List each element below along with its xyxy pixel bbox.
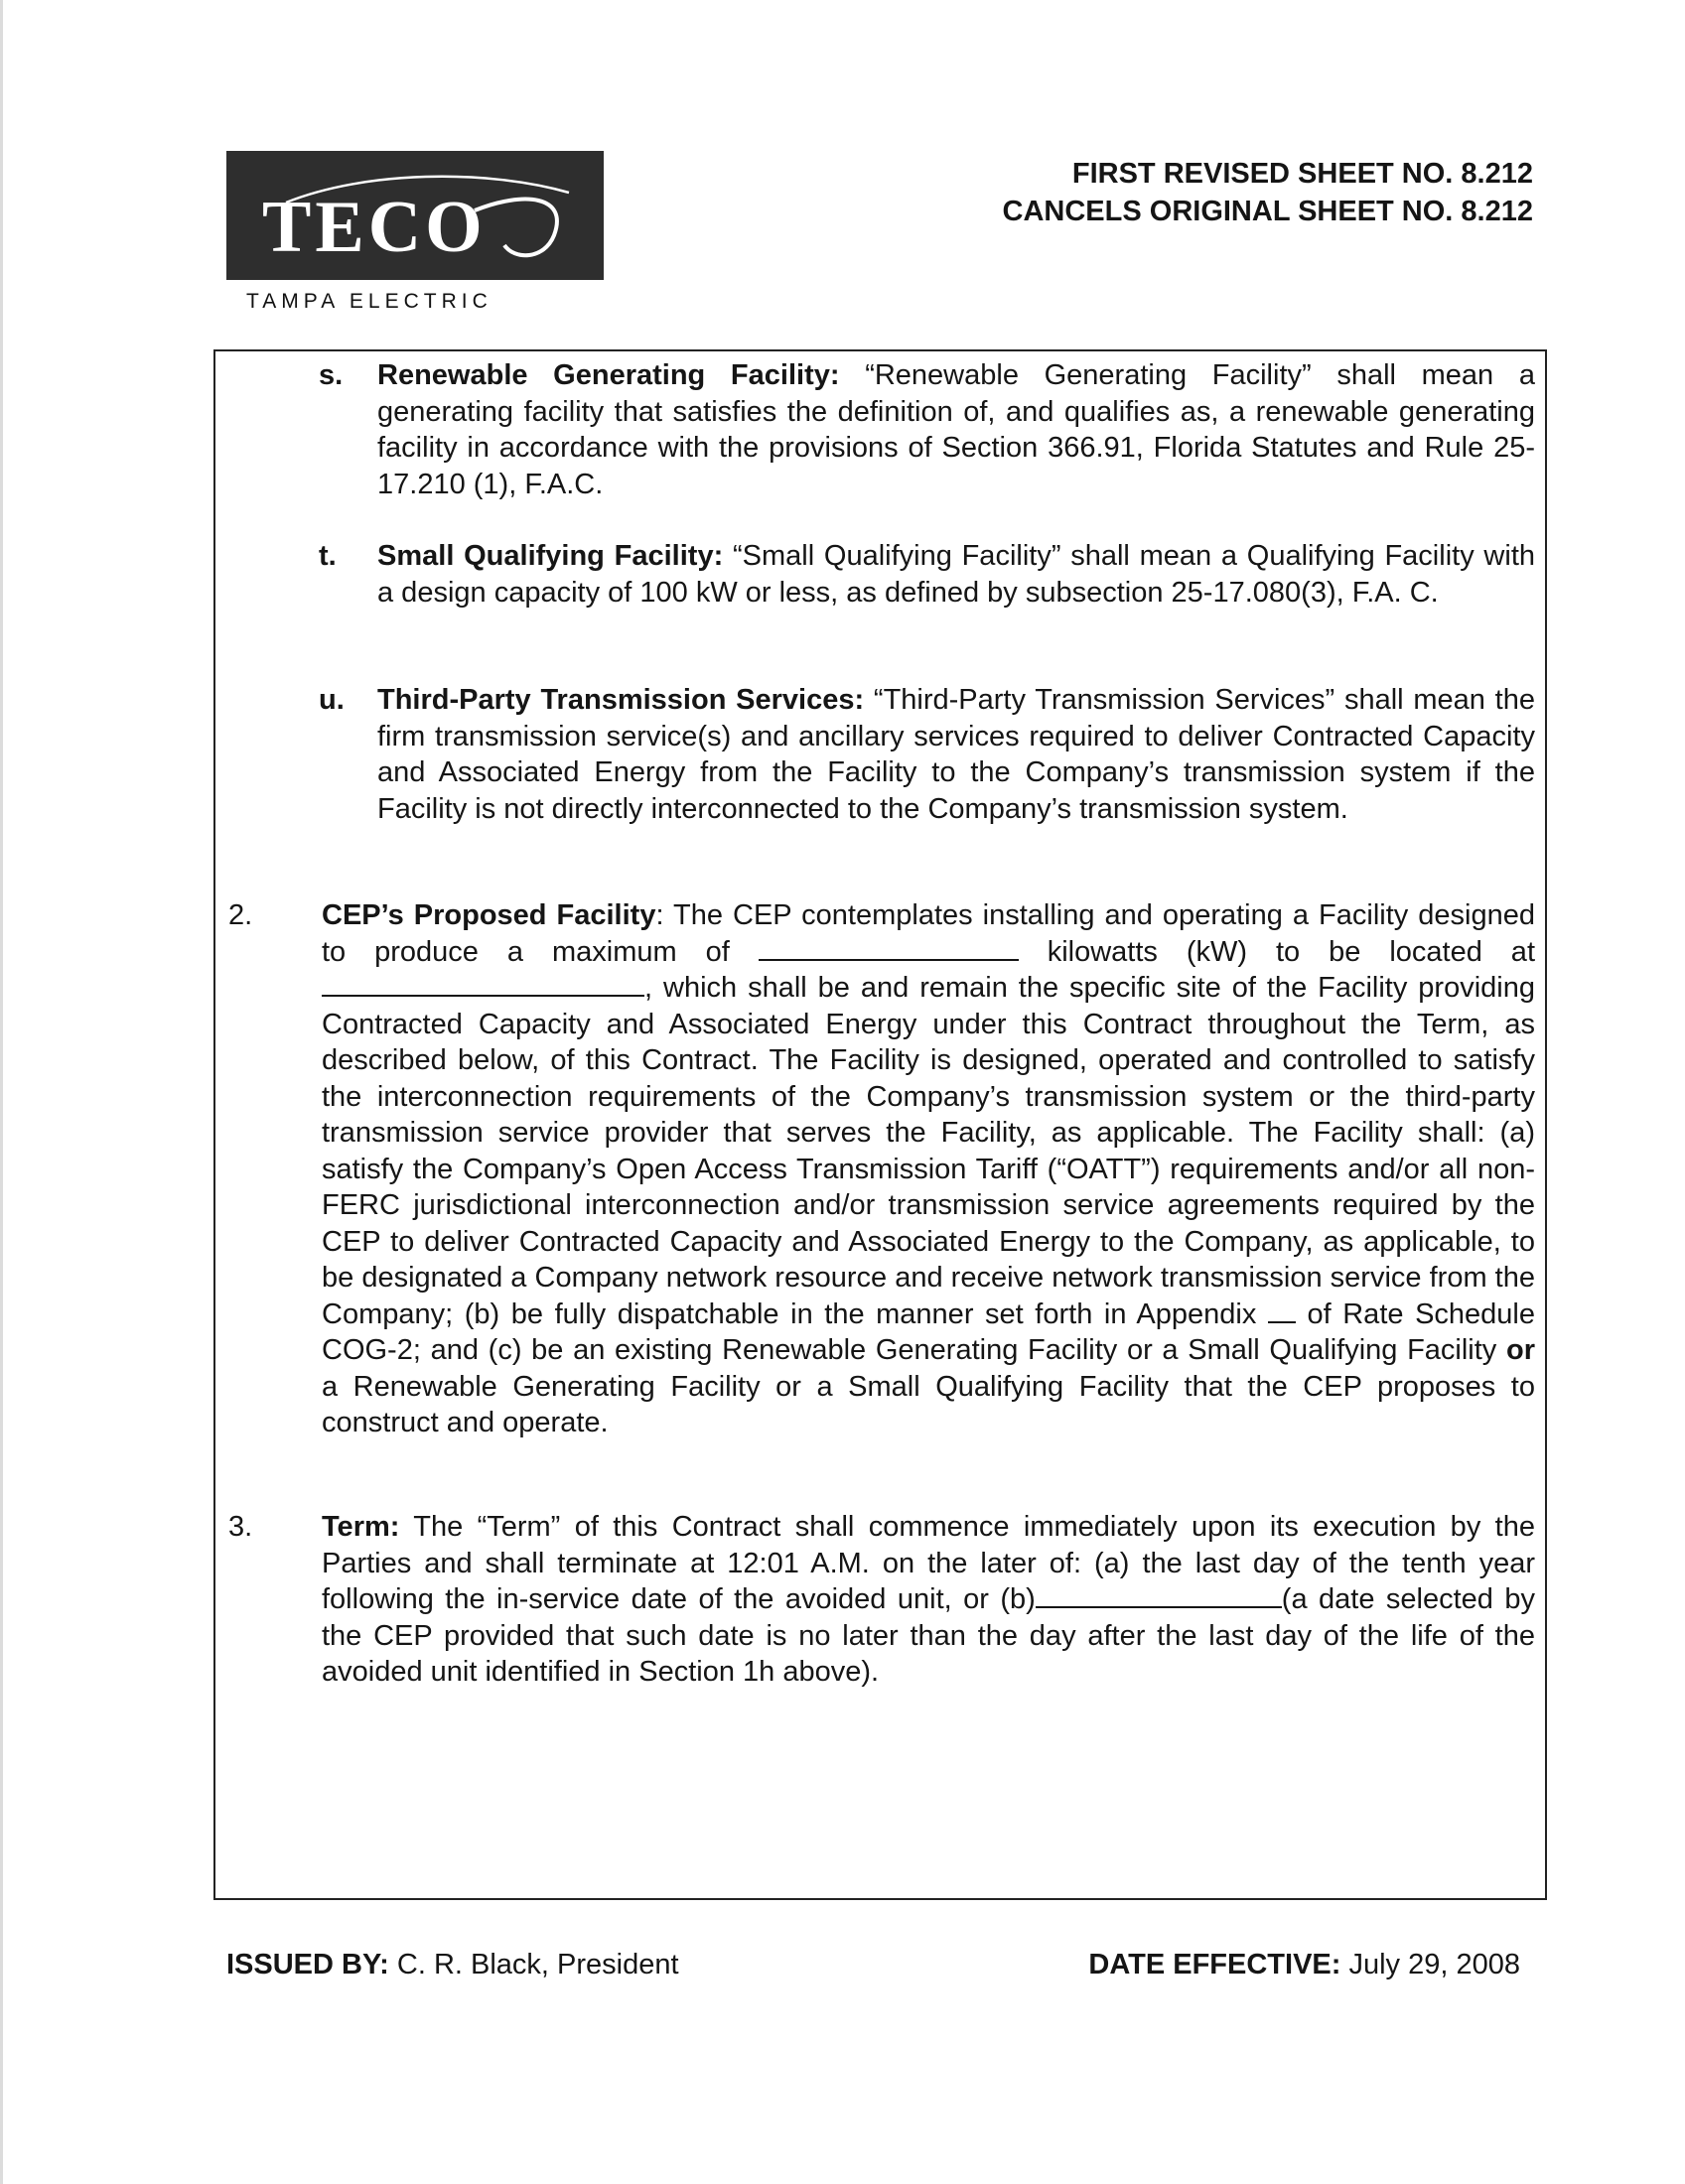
section-u-label: Third-Party Transmission Services: <box>377 684 865 716</box>
section-t-text: “Small Qualifying Facility” shall mean a Qualifying Facility with a design capacity of 100 kW or less, as defined by subsection 25-17.080(3), F.A. C. <box>377 540 1536 609</box>
section-u-marker: u. <box>319 684 345 716</box>
capacity-kw-blank[interactable] <box>759 935 1019 961</box>
appendix-blank[interactable] <box>1268 1297 1296 1323</box>
teco-logo <box>226 151 604 280</box>
section-t-marker: t. <box>319 540 337 572</box>
date-effective-label: DATE EFFECTIVE: <box>1088 1949 1341 1980</box>
item-3-text-b: (a date selected by the CEP provided that such date is no later than the day after the last day of the life of the avoided unit identified in Section 1h above). <box>322 1583 1535 1688</box>
date-effective <box>1088 1949 1520 1981</box>
section-t-definition <box>377 538 1535 611</box>
page-edge <box>0 0 3 2184</box>
item-2-label: CEP’s Proposed Facility <box>322 899 656 931</box>
item-2-text-c: , which shall be and remain the specific site of the Facility providing Contracted Capacity and Associated Energy under this Contract throughout the Term, as described below, of this Contract. The Facility is designed, operated and controlled to satisfy the interconnection requirements of the Company’s transmission system or the third-party transmission service provider that serves the Facility, as applicable. The Facility shall: (a) satisfy the Company’s Open Access Transmission Tariff (“OATT”) requirements and/or all non-FERC jurisdictional interconnection and/or transmission service agreements required by the CEP to deliver Contracted Capacity and Associated Energy to the Company, as applicable, to be designated a Company network resource and receive network transmission service from the Company; (b) be fully dispatchable in the manner set forth in Appendix <box>322 972 1535 1330</box>
issued-by <box>226 1949 679 1981</box>
item-2-text-d: of Rate Schedule COG-2; and (c) be an existing Renewable Generating Facility or a Small Qualifying Facility <box>322 1297 1535 1366</box>
sheet-header <box>1003 155 1533 230</box>
content-box <box>213 349 1547 1900</box>
section-s-text: “Renewable Generating Facility” shall mean a generating facility that satisfies the definition of, and qualifies as, a renewable generating facility in accordance with the provisions of Section 366.91, Florida Statutes and Rule 25-17.210 (1), F.A.C. <box>377 359 1535 500</box>
section-u-text: “Third-Party Transmission Services” shall mean the firm transmission service(s) and ancillary services required to deliver Contracted Capacity and Associated Energy from the Facility to the Company’s transmission system if the Facility is not directly interconnected to the Company’s transmission system. <box>377 684 1535 825</box>
item-3-text-a: The “Term” of this Contract shall commence immediately upon its execution by the Parties and shall terminate at 12:01 A.M. on the later of: (a) the last day of the tenth year following the in-service date of the avoided unit, or (b) <box>322 1511 1535 1615</box>
section-s-marker: s. <box>319 359 344 391</box>
term-date-blank[interactable] <box>1036 1582 1282 1608</box>
section-s-definition <box>377 357 1535 502</box>
location-blank[interactable] <box>322 971 644 997</box>
section-s-label: Renewable Generating Facility: <box>377 359 840 391</box>
item-3-marker: 3. <box>228 1511 253 1543</box>
logo-subtitle: TAMPA ELECTRIC <box>246 290 492 313</box>
item-2-colon: : <box>655 899 664 931</box>
logo-text: TECO <box>262 187 487 268</box>
section-u-definition <box>377 682 1535 827</box>
item-3-label: Term: <box>322 1511 400 1543</box>
item-2-or-word: or <box>1506 1334 1535 1366</box>
item-2-proposed-facility <box>322 897 1535 1441</box>
issued-by-value: C. R. Black, President <box>388 1949 679 1980</box>
cancels-sheet-number: CANCELS ORIGINAL SHEET NO. 8.212 <box>1002 196 1533 227</box>
item-2-text-e: a Renewable Generating Facility or a Small Qualifying Facility that the CEP proposes to construct and operate. <box>322 1370 1535 1438</box>
date-effective-value: July 29, 2008 <box>1340 1949 1520 1980</box>
sheet-number: FIRST REVISED SHEET NO. 8.212 <box>1071 158 1533 190</box>
issued-by-label: ISSUED BY: <box>226 1949 389 1980</box>
item-2-marker: 2. <box>228 899 253 931</box>
item-3-term <box>322 1509 1535 1691</box>
section-t-label: Small Qualifying Facility: <box>377 540 724 572</box>
item-2-text-b: kilowatts (kW) to be located at <box>1018 935 1535 968</box>
item-2-text-a: The CEP contemplates installing and operating a Facility designed to produce a maximum of <box>322 899 1536 968</box>
